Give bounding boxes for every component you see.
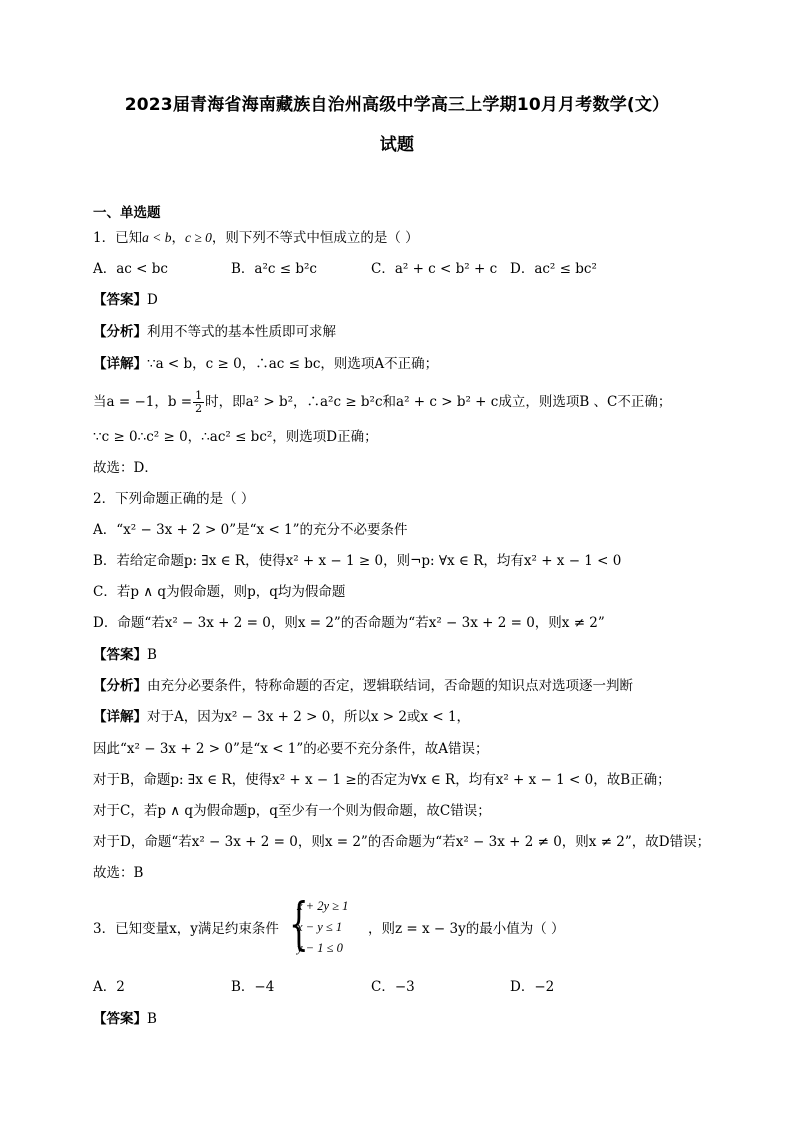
q1-choice: 故选：D． — [93, 460, 158, 476]
q2-answer-value: B — [147, 647, 157, 663]
q3-answer-value: B — [147, 1011, 157, 1027]
q1-option-b: B．a²c ≤ b²c — [231, 261, 317, 277]
q1-detail-1 — [93, 355, 438, 373]
section-heading: 一、单选题 — [93, 205, 161, 221]
q3-option-d: D．−2 — [510, 979, 555, 995]
q2-detail-4: 对于C，若p ∧ q为假命题p，q至少有一个则为假命题，故C错误； — [93, 803, 491, 819]
q2-option-a: A．“x² − 3x + 2 > 0”是“x < 1”的充分不必要条件 — [93, 522, 408, 538]
q1-detail-2-post: 时，即a² > b²，∴a²c ≥ b²c和a² + c > b² + c成立，则选项B 、C不正确； — [205, 394, 672, 410]
q2-detail-5: 对于D，命题“若x² − 3x + 2 = 0，则x = 2”的否命题为“若x² − 3x + 2 ≠ 0，则x ≠ 2”，故D错误； — [93, 834, 711, 850]
constraint-system — [289, 892, 359, 959]
q1-option-c: C．a² + c < b² + c — [371, 261, 498, 277]
q1-stem-sep: ， — [171, 230, 185, 246]
q1-detail-2 — [93, 390, 671, 415]
q1-analysis-tag: 【分析】 — [93, 324, 147, 340]
q1-detail-tag: 【详解】 — [93, 356, 147, 372]
fraction-one-half: $\frac{1}{2}$ — [195, 389, 203, 415]
q1-answer-value: D — [147, 292, 158, 308]
q1-analysis-text: 利用不等式的基本性质即可求解 — [147, 324, 336, 340]
constraint-2: x − y ≤ 1 — [297, 920, 343, 934]
q1-analysis — [93, 323, 336, 341]
q1-detail-3: ∵c ≥ 0∴c² ≥ 0，∴ac² ≤ bc²，则选项D正确； — [93, 429, 378, 445]
q3-answer — [93, 1010, 157, 1028]
q2-stem: 2．下列命题正确的是（ ） — [93, 491, 255, 507]
q1-answer — [93, 291, 158, 309]
q3-stem-pre: 3．已知变量x，y满足约束条件 — [93, 921, 279, 937]
q2-choice: 故选：B — [93, 865, 144, 881]
q2-option-d: D．命题“若x² − 3x + 2 = 0，则x = 2”的否命题为“若x² − 3x + 2 = 0，则x ≠ 2” — [93, 615, 605, 631]
q1-detail-2-pre: 当a = −1，b = — [93, 394, 193, 410]
constraint-3: y − 1 ≤ 0 — [297, 941, 343, 955]
q3-answer-tag: 【答案】 — [93, 1011, 147, 1027]
q2-option-b: B．若给定命题p: ∃x ∈ R，使得x² + x − 1 ≥ 0，则¬p: ∀x ∈ R，均有x² + x − 1 < 0 — [93, 553, 622, 569]
q2-answer-tag: 【答案】 — [93, 647, 147, 663]
q1-option-d: D．ac² ≤ bc² — [510, 261, 597, 277]
q1-answer-tag: 【答案】 — [93, 292, 147, 308]
q2-analysis — [93, 677, 633, 695]
q2-detail-2: 因此“x² − 3x + 2 > 0”是“x < 1”的必要不充分条件，故A错误； — [93, 741, 489, 757]
q2-option-c: C．若p ∧ q为假命题，则p，q均为假命题 — [93, 584, 346, 600]
q2-analysis-tag: 【分析】 — [93, 678, 147, 694]
q1-stem-post: ，则下列不等式中恒成立的是（ ） — [211, 230, 419, 246]
constraint-1: x + 2y ≥ 1 — [297, 899, 349, 913]
left-brace-icon: { — [289, 892, 309, 957]
q2-answer — [93, 646, 157, 664]
q1-stem — [93, 229, 419, 247]
q1-cond-1: a < b — [142, 230, 172, 245]
q3-option-c: C．−3 — [371, 979, 415, 995]
q3-option-a: A．2 — [93, 979, 125, 995]
q1-cond-2: c ≥ 0 — [184, 230, 212, 245]
q2-detail-1 — [93, 708, 470, 726]
document-title-line1: 2023届青海省海南藏族自治州高级中学高三上学期10月月考数学(文） — [124, 95, 670, 115]
q2-analysis-text: 由充分必要条件，特称命题的否定，逻辑联结词，否命题的知识点对选项逐一判断 — [147, 678, 633, 694]
q3-stem-post: ，则z = x − 3y的最小值为（ ） — [368, 921, 565, 937]
q1-stem-pre: 1．已知 — [93, 230, 143, 246]
q3-option-b: B．−4 — [231, 979, 275, 995]
q1-option-a: A．ac < bc — [93, 261, 168, 277]
document-title-line2: 试题 — [379, 135, 415, 155]
q1-detail-text-1: ∵a < b，c ≥ 0，∴ac ≤ bc，则选项A不正确； — [147, 356, 439, 372]
q2-detail-tag: 【详解】 — [93, 709, 147, 725]
q2-detail-text-1: 对于A，因为x² − 3x + 2 > 0，所以x > 2或x < 1， — [147, 709, 471, 725]
q2-detail-3: 对于B，命题p: ∃x ∈ R，使得x² + x − 1 ≥的否定为∀x ∈ R，均有x² + x − 1 < 0，故B正确； — [93, 772, 671, 788]
